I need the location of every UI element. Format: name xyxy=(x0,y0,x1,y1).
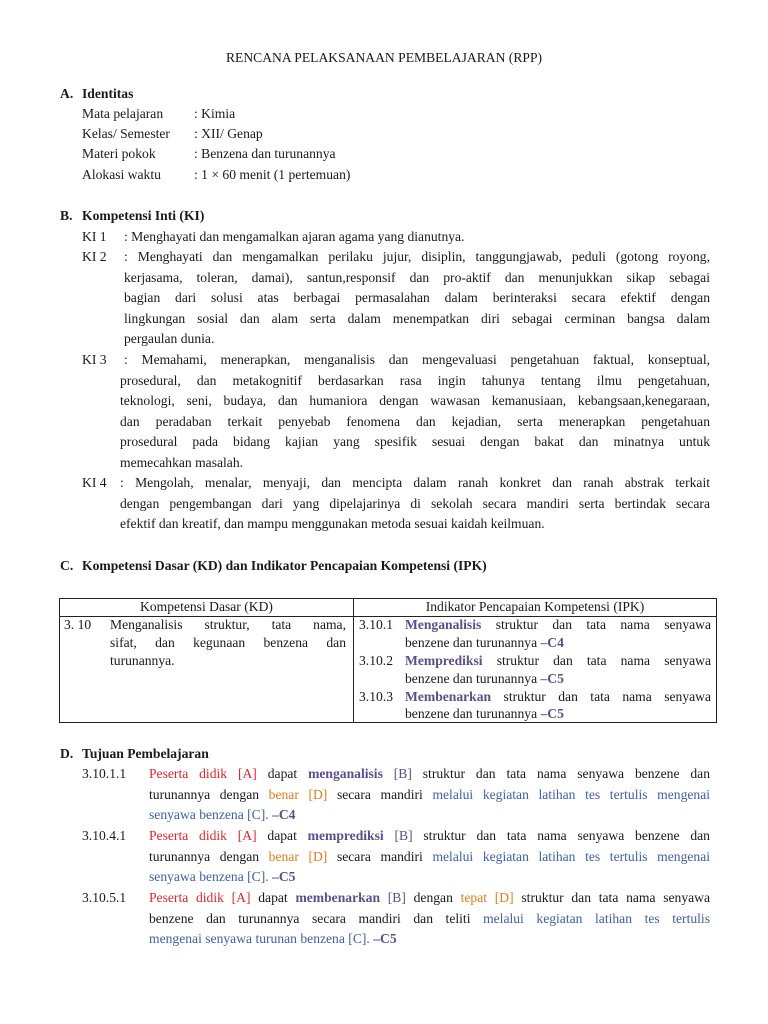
ipk-number: 3.10.2 xyxy=(359,653,393,668)
ki4-line-2: dengan pengembangan dari yang dipelajarinya di sekolah secara mandiri serta bertindak secara xyxy=(120,496,710,511)
objective-verb: menganalisis xyxy=(308,766,383,781)
objective-verb: memprediksi xyxy=(307,828,384,843)
ipk-rest: struktur dan tata nama senyawa xyxy=(495,617,711,632)
ki2-line-5: pergaulan dunia. xyxy=(124,331,215,346)
ipk-number: 3.10.1 xyxy=(359,617,393,632)
section-d-number: D. xyxy=(60,746,74,761)
ipk-level: C5 xyxy=(547,671,564,686)
ki2-line-4: lingkungan sosial dan alam serta dalam menempatkan diri sebagai cerminan bangsa dalam xyxy=(124,311,710,326)
objective-text: secara mandiri xyxy=(336,787,423,802)
objective-1-line-3 xyxy=(149,807,295,823)
ipk-line-1 xyxy=(405,653,711,669)
ipk-line-2-text: benzene dan turunannya – xyxy=(405,706,548,721)
ki3-line-3: teknologi, seni, budaya, dan humaniora dengan wawasan kemanusiaan, kebangsaan,kenegaraan, xyxy=(120,393,710,408)
ki3-line-1: : Memahami, menerapkan, menganalisis dan mengevaluasi pengetahuan faktual, konseptual, xyxy=(124,352,710,367)
ipk-verb: Menganalisis xyxy=(405,617,482,632)
objective-actor: Peserta didik [A] xyxy=(149,766,257,781)
identity-value: : XII/ Genap xyxy=(194,126,263,141)
objective-text: turunannya dengan xyxy=(149,787,260,802)
ipk-line-2 xyxy=(405,671,564,687)
ki3-line-2: prosedural, dan metakognitif berdasarkan rasa ingin tahunya tentang ilmu pengetahuan, xyxy=(120,373,710,388)
objective-dapat: dapat xyxy=(267,828,297,843)
ipk-line-2-text: benzene dan turunannya – xyxy=(405,635,548,650)
objective-degree: benar [D] xyxy=(268,849,328,864)
objective-actor: Peserta didik [A] xyxy=(149,828,257,843)
objective-1-line-2 xyxy=(149,787,710,803)
objective-rest: struktur dan tata nama senyawa xyxy=(521,890,711,905)
objective-2-line-1 xyxy=(149,828,710,844)
section-c-title: Kompetensi Dasar (KD) dan Indikator Pencapaian Kompetensi (IPK) xyxy=(82,558,487,573)
objective-verb: membenarkan xyxy=(295,890,381,905)
identity-value: : Benzena dan turunannya xyxy=(194,146,336,161)
ipk-line-2 xyxy=(405,635,564,651)
ipk-level: C5 xyxy=(547,706,564,721)
ipk-verb: Memprediksi xyxy=(405,653,483,668)
objective-text: secara mandiri xyxy=(336,849,423,864)
kd-text-line-3: turunannya. xyxy=(110,653,175,668)
identity-value: : 1 × 60 menit (1 pertemuan) xyxy=(194,167,351,182)
identity-label: Materi pokok xyxy=(82,146,156,161)
identity-label: Mata pelajaran xyxy=(82,106,164,121)
objective-degree: tepat [D] xyxy=(460,890,514,905)
ki1-label: KI 1 xyxy=(82,229,107,244)
ki2-line-2: kerjasama, toleran, damai), santun,responsif dan pro-aktif dan menunjukkan sikap sebagai xyxy=(124,270,710,285)
ipk-rest: struktur dan tata nama senyawa xyxy=(496,653,711,668)
objective-condition: senyawa benzena [C]. xyxy=(149,869,269,884)
section-a-heading xyxy=(60,86,133,102)
section-b-title: Kompetensi Inti (KI) xyxy=(82,208,205,223)
identity-row-topic xyxy=(82,146,336,162)
objective-1-line-1 xyxy=(149,766,710,782)
section-a-title: Identitas xyxy=(82,86,134,101)
section-d-heading xyxy=(60,746,209,762)
section-a-number: A. xyxy=(60,86,74,101)
document-title: RENCANA PELAKSANAAN PEMBELAJARAN (RPP) xyxy=(225,50,543,65)
objective-rest: struktur dan tata nama senyawa benzene dan xyxy=(423,828,710,843)
objective-3-line-1 xyxy=(149,890,710,906)
kd-number: 3. 10 xyxy=(64,617,92,632)
ipk-verb: Membenarkan xyxy=(405,689,492,704)
objective-condition: melalui kegiatan latihan tes tertulis mengenai xyxy=(432,787,711,802)
kd-text-line-2: sifat, dan kegunaan benzena dan xyxy=(110,635,346,650)
section-d-title: Tujuan Pembelajaran xyxy=(82,746,209,761)
ki2-line-1: : Menghayati dan mengamalkan perilaku jujur, disiplin, tanggungjawab, peduli (gotong royong, xyxy=(124,249,710,264)
ipk-rest: struktur dan tata nama senyawa xyxy=(503,689,712,704)
ki4-line-1: : Mengolah, menalar, menyaji, dan mencipta dalam ranah konkret dan ranah abstrak terkait xyxy=(120,475,710,490)
section-c-number: C. xyxy=(60,558,74,573)
table-header-ipk: Indikator Pencapaian Kompetensi (IPK) xyxy=(425,599,645,614)
objective-number: 3.10.4.1 xyxy=(82,828,127,843)
objective-b-tag: [B] xyxy=(394,828,413,843)
objective-b-tag: [B] xyxy=(393,766,412,781)
identity-label: Kelas/ Semester xyxy=(82,126,170,141)
objective-dapat: dapat xyxy=(258,890,288,905)
identity-row-subject xyxy=(82,106,235,122)
ipk-line-1 xyxy=(405,617,711,633)
ipk-line-1 xyxy=(405,689,711,705)
ki3-label: KI 3 xyxy=(82,352,107,367)
section-b-number: B. xyxy=(60,208,73,223)
ki3-line-5: prosedural pada bidang kajian yang spesifik sesuai dengan bakat dan minatnya untuk xyxy=(120,434,710,449)
objective-2-line-2 xyxy=(149,849,710,865)
objective-actor: Peserta didik [A] xyxy=(149,890,251,905)
ki4-label: KI 4 xyxy=(82,475,107,490)
objective-degree: benar [D] xyxy=(268,787,328,802)
identity-row-time xyxy=(82,167,350,183)
table-header-kd: Kompetensi Dasar (KD) xyxy=(140,599,273,614)
objective-rest: struktur dan tata nama senyawa benzene dan xyxy=(422,766,710,781)
ki1-text: : Menghayati dan mengamalkan ajaran agama yang dianutnya. xyxy=(124,229,465,244)
objective-condition: mengenai senyawa turunan benzena [C]. xyxy=(149,931,370,946)
ki4-line-3: efektif dan kreatif, dan mampu menggunakan metoda sesuai kaidah keilmuan. xyxy=(120,516,545,531)
table-column-divider xyxy=(353,599,354,723)
section-c-heading xyxy=(60,558,487,574)
ki2-label: KI 2 xyxy=(82,249,107,264)
objective-level: –C5 xyxy=(373,931,397,946)
objective-2-line-3 xyxy=(149,869,295,885)
objective-condition: melalui kegiatan latihan tes tertulis mengenai xyxy=(432,849,711,864)
objective-3-line-2 xyxy=(149,911,710,927)
section-b-heading xyxy=(60,208,204,224)
objective-text: turunannya dengan xyxy=(149,849,260,864)
objective-dapat: dapat xyxy=(267,766,298,781)
identity-label: Alokasi waktu xyxy=(82,167,161,182)
objective-number: 3.10.1.1 xyxy=(82,766,127,781)
identity-value: : Kimia xyxy=(194,106,236,121)
objective-level: –C4 xyxy=(272,807,296,822)
objective-3-line-3 xyxy=(149,931,397,947)
ipk-level: C4 xyxy=(547,635,564,650)
objective-condition: senyawa benzena [C]. xyxy=(149,807,269,822)
kd-text-line-1: Menganalisis struktur, tata nama, xyxy=(110,617,346,632)
ki3-line-4: dan peradaban terkait penyebab fenomena dan kejadian, serta menerapkan pengetahuan xyxy=(120,414,710,429)
objective-text: benzene dan turunannya secara mandiri dan teliti xyxy=(149,911,471,926)
objective-condition: melalui kegiatan latihan tes tertulis xyxy=(483,911,710,926)
identity-row-class xyxy=(82,126,263,142)
objective-number: 3.10.5.1 xyxy=(82,890,127,905)
objective-dengan: dengan xyxy=(413,890,453,905)
ki3-line-6: memecahkan masalah. xyxy=(120,455,244,470)
ki2-line-3: bagian dari solusi atas berbagai permasalahan dalam berinteraksi secara efektif dengan xyxy=(124,290,710,305)
ipk-line-2-text: benzene dan turunannya – xyxy=(405,671,548,686)
objective-level: –C5 xyxy=(272,869,296,884)
kd-ipk-table xyxy=(59,598,717,723)
ipk-number: 3.10.3 xyxy=(359,689,393,704)
objective-b-tag: [B] xyxy=(387,890,406,905)
ipk-line-2 xyxy=(405,706,564,722)
